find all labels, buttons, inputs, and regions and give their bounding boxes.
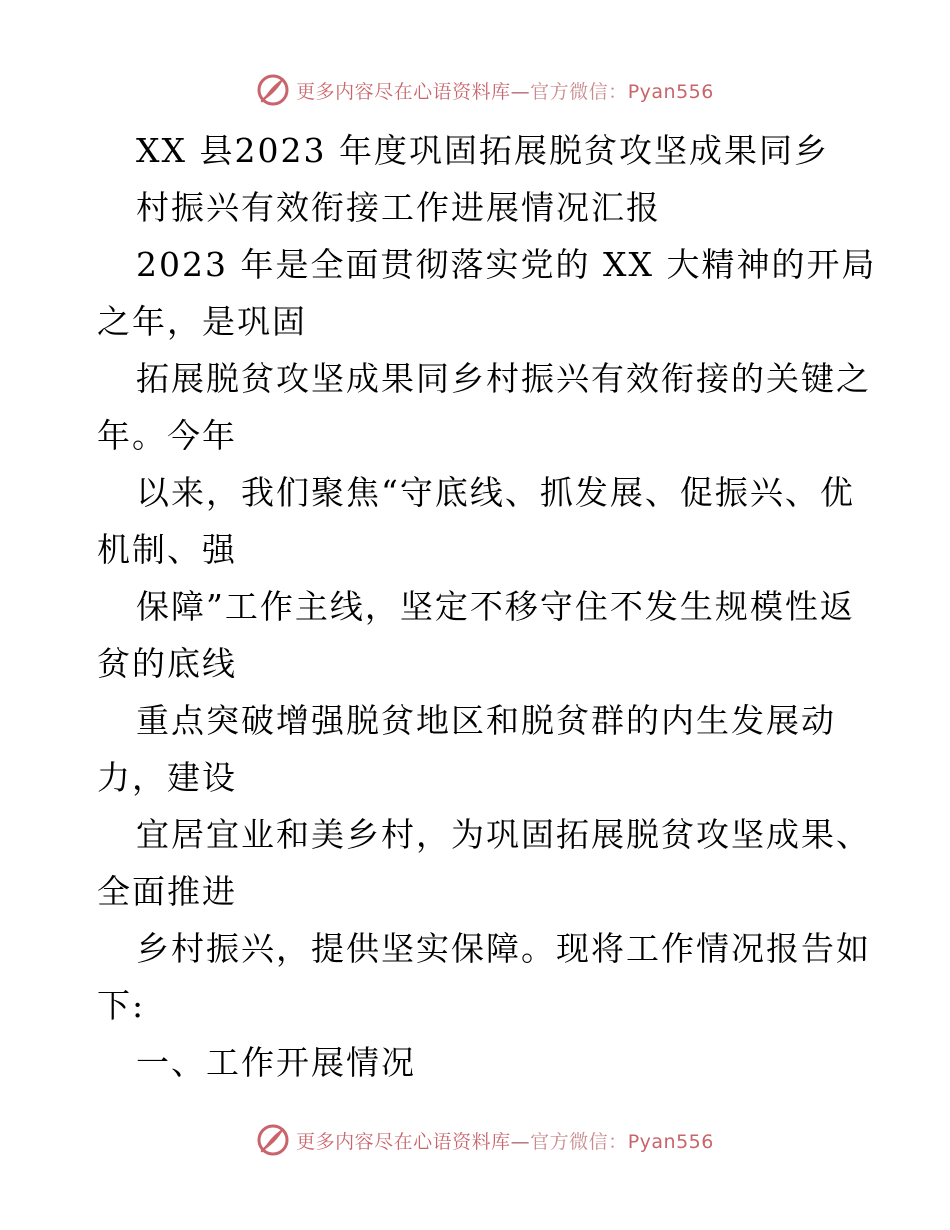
document-title-line-1: XX 县2023 年度巩固拓展脱贫攻坚成果同乡: [136, 131, 829, 170]
paragraph-line: 贫的底线: [97, 644, 237, 683]
watermark-label: 官方微信：: [530, 1130, 628, 1153]
watermark-site-name: 更多内容尽在心语资料库: [296, 80, 511, 103]
quill-circle-logo-icon: [256, 73, 290, 107]
watermark-separator: —: [510, 80, 531, 103]
watermark-label: 官方微信：: [530, 80, 628, 103]
watermark-header-text: [296, 77, 714, 104]
watermark-header-inner: [256, 73, 714, 107]
paragraph-line: 全面推进: [97, 872, 237, 911]
paragraph-line: 拓展脱贫攻坚成果同乡村振兴有效衔接的关键之: [136, 359, 871, 398]
section-heading: 一、工作开展情况: [136, 1043, 416, 1082]
paragraph-line: 下:: [97, 986, 146, 1025]
document-title-line-2: 村振兴有效衔接工作进展情况汇报: [136, 188, 661, 227]
paragraph-line: 力，建设: [97, 758, 237, 797]
paragraph-line: 乡村振兴，提供坚实保障。现将工作情况报告如: [136, 929, 871, 968]
watermark-footer: [0, 1120, 950, 1160]
watermark-wechat-id: Pyan556: [627, 80, 714, 103]
paragraph-line: 以来，我们聚焦“守底线、抓发展、促振兴、优: [136, 473, 855, 512]
quill-circle-logo-icon: [256, 1123, 290, 1157]
watermark-footer-inner: [256, 1123, 714, 1157]
paragraph-line: 保障”工作主线，坚定不移守住不发生规模性返: [136, 587, 855, 626]
watermark-separator: —: [510, 1130, 531, 1153]
watermark-site-name: 更多内容尽在心语资料库: [296, 1130, 511, 1153]
paragraph-line: 之年，是巩固: [97, 302, 307, 341]
paragraph-line: 机制、强: [97, 530, 237, 569]
paragraph-line: 重点突破增强脱贫地区和脱贫群的内生发展动: [136, 701, 836, 740]
watermark-footer-text: [296, 1127, 714, 1154]
paragraph-line: 2023 年是全面贯彻落实党的 XX 大精神的开局: [136, 245, 877, 284]
watermark-wechat-id: Pyan556: [627, 1130, 714, 1153]
paragraph-line: 年。今年: [97, 416, 237, 455]
document-body: [97, 122, 877, 1091]
paragraph-line: 宜居宜业和美乡村，为巩固拓展脱贫攻坚成果、: [136, 815, 871, 854]
watermark-header: [0, 70, 950, 110]
